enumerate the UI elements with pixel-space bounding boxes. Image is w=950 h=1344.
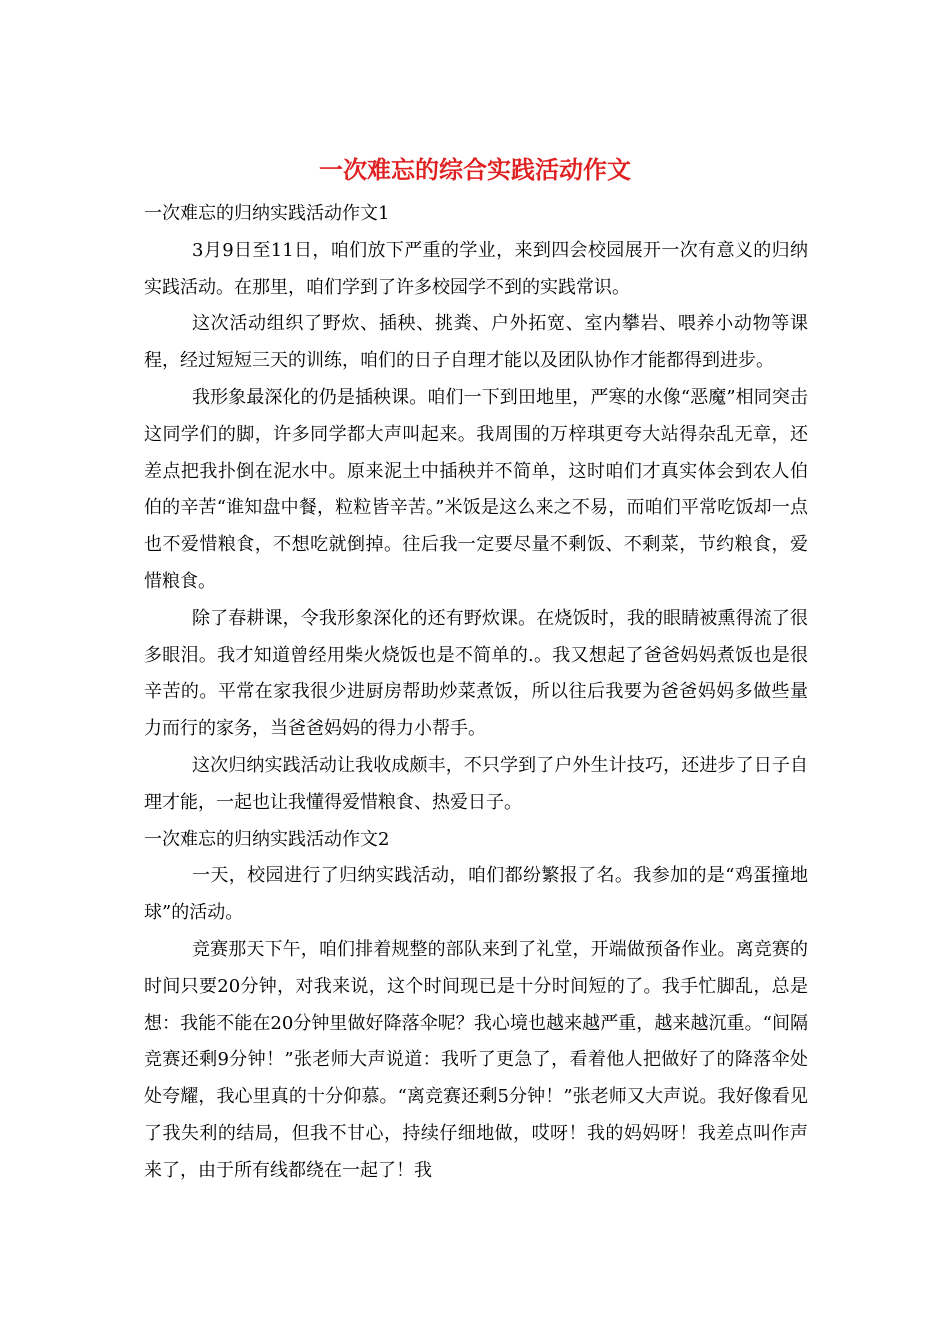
section-heading-1: 一次难忘的归纳实践活动作文1 (144, 203, 390, 224)
paragraph: 这次归纳实践活动让我收成颇丰，不只学到了户外生计技巧，还进步了日子自理才能，一起也让我懂得爱惜粮食、热爱日子。 (144, 754, 808, 813)
document-body (144, 196, 808, 1190)
document-title: 一次难忘的综合实践活动作文 (319, 155, 631, 184)
paragraph: 一天，校园进行了归纳实践活动，咱们都纷繁报了名。我参加的是“鸡蛋撞地球”的活动。 (144, 865, 808, 924)
section-heading-2: 一次难忘的归纳实践活动作文2 (144, 828, 390, 850)
paragraph: 竞赛那天下午，咱们排着规整的部队来到了礼堂，开端做预备作业。离竞赛的时间只要20分钟，对我来说，这个时间现已是十分时间短的了。我手忙脚乱，总是想：我能不能在20分钟里做好降落伞呢？我心境也越来越严重，越来越沉重。“间隔竞赛还剩9分钟！”张老师大声说道：我听了更急了，看着他人把做好了的降落伞处处夸耀，我心里真的十分仰慕。“离竞赛还剩5分钟！”张老师又大声说。我好像看见了我失利的结局，但我不甘心，持续仔细地做，哎呀！我的妈妈呀！我差点叫作声来了，由于所有线都绕在一起了！我 (144, 938, 808, 1181)
paragraph: 这次活动组织了野炊、插秧、挑粪、户外拓宽、室内攀岩、喂养小动物等课程，经过短短三天的训练，咱们的日子自理才能以及团队协作才能都得到进步。 (144, 313, 808, 372)
paragraph: 除了春耕课，令我形象深化的还有野炊课。在烧饭时，我的眼睛被熏得流了很多眼泪。我才知道曾经用柴火烧饭也是不简单的.。我又想起了爸爸妈妈煮饭也是很辛苦的。平常在家我很少进厨房帮助炒菜煮饭，所以往后我要为爸爸妈妈多做些量力而行的家务，当爸爸妈妈的得力小帮手。 (144, 607, 808, 740)
paragraph: 3月9日至11日，咱们放下严重的学业，来到四会校园展开一次有意义的归纳实践活动。在那里，咱们学到了许多校园学不到的实践常识。 (144, 239, 808, 298)
paragraph: 我形象最深化的仍是插秧课。咱们一下到田地里，严寒的水像“恶魔”相同突击这同学们的脚，许多同学都大声叫起来。我周围的万梓琪更夸大站得杂乱无章，还差点把我扑倒在泥水中。原来泥土中插秧并不简单，这时咱们才真实体会到农人伯伯的辛苦“谁知盘中餐，粒粒皆辛苦。”米饭是这么来之不易，而咱们平常吃饭却一点也不爱惜粮食，不想吃就倒掉。往后我一定要尽量不剩饭、不剩菜，节约粮食，爱惜粮食。 (144, 386, 808, 592)
